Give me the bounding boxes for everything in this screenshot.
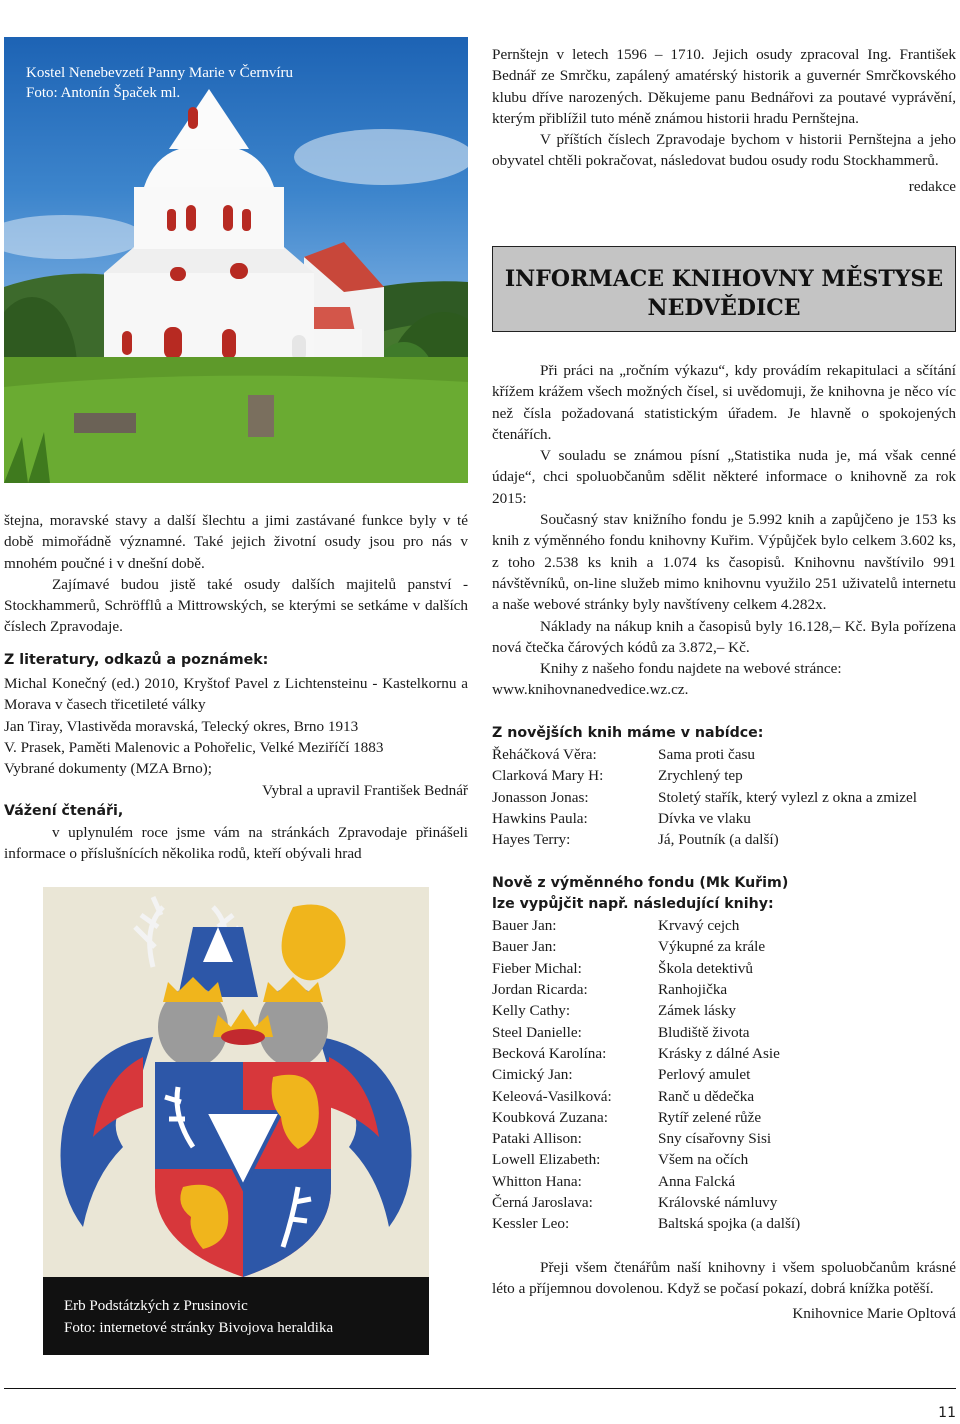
library-heading-line1: INFORMACE KNIHOVNY MĚSTYSE (504, 266, 944, 292)
book-title: Ranhojička (658, 981, 728, 999)
book-title: Krvavý cejch (658, 917, 740, 935)
library-signature: Knihovnice Marie Opltová (792, 1305, 956, 1323)
list-item (492, 1086, 956, 1107)
book-author: Lowell Elizabeth: (492, 1151, 601, 1169)
book-title: Škola detektivů (658, 959, 753, 977)
book-title: Královské námluvy (658, 1193, 778, 1211)
library-closing: Přeji všem čtenářům naší knihovny i všem spoluobčanům krásné léto a příjemnou dovolenou. Když se počasí pokazí, dobrá knížka potěší. (492, 1258, 956, 1297)
literature-item: V. Prasek, Paměti Malenovic a Pohořelic, Velké Meziříčí 1883 (4, 738, 384, 756)
right-para-2: V příštích číslech Zpravodaje bychom v historii Pernštejna a jeho obyvatel chtěli pokračovat, následovat budou osudy rodu Stockhammerů. (492, 131, 956, 170)
list-item (492, 787, 956, 808)
library-para: V souladu se známou písní „Statistika nuda je, má však cenné údaje“, chci spoluobčanům sdělit některé informace o knihovně za rok 2015: (492, 447, 956, 507)
church-illustration (4, 37, 468, 483)
book-title: Baltská spojka (a další) (658, 1215, 801, 1233)
book-author: Bauer Jan: (492, 938, 557, 956)
new-books-heading: Z novějších knih máme v nabídce: (492, 724, 764, 741)
left-para-1: štejna, moravské stavy a další šlechtu a jimi zastávané funkce byly v té době mimořádně významné. Také jejich životní osudy jsou pro nás v mnohém poučné i v dnešní době. (4, 512, 468, 572)
list-item (492, 1128, 956, 1149)
list-item (492, 958, 956, 979)
church-caption-line2: Foto: Antonín Špaček ml. (26, 85, 181, 101)
list-item (492, 1149, 956, 1170)
book-title: Ranč u dědečka (658, 1087, 755, 1105)
list-item (492, 765, 956, 786)
church-photo (4, 37, 468, 483)
list-item (492, 1213, 956, 1234)
left-para-2: Zajímavé budou jistě také osudy dalších majitelů panství - Stockhammerů, Schröfflů a Mittrowských, se kterými se setkáme v dalších číslech Zpravodaje. (4, 575, 468, 636)
list-item (492, 1192, 956, 1213)
book-author: Jonasson Jonas: (492, 788, 589, 806)
book-author: Kelly Cathy: (492, 1002, 571, 1020)
book-title: Perlový amulet (658, 1066, 751, 1084)
book-title: Rytíř zelené růže (658, 1108, 762, 1126)
book-author: Whitton Hana: (492, 1172, 582, 1190)
list-item (492, 1107, 956, 1128)
book-author: Koubková Zuzana: (492, 1108, 608, 1126)
book-author: Hayes Terry: (492, 831, 571, 849)
book-author: Clarková Mary H: (492, 767, 604, 785)
right-para-1: Pernštejn v letech 1596 – 1710. Jejich osudy zpracoval Ing. František Bednář ze Smrčku, zapálený amatérský historik a guvernér Smrčkovského klubu dříve narozených. Děkujeme panu Bednářovi za poutavé vyprávění, kterým přiblížil tuto méně známou historii hradu Pernštejna. (492, 46, 956, 127)
readers-heading: Vážení čtenáři, (4, 802, 124, 819)
book-title: Sama proti času (658, 746, 756, 764)
book-title: Já, Poutník (a další) (658, 831, 779, 849)
list-item (492, 808, 956, 829)
library-heading-line2: NEDVĚDICE (647, 295, 801, 321)
book-title: Krásky z dálné Asie (658, 1044, 780, 1062)
book-title: Všem na očích (658, 1151, 749, 1169)
right-column-top (492, 44, 956, 197)
list-item (492, 1000, 956, 1021)
book-title: Anna Falcká (658, 1172, 736, 1190)
literature-item: Jan Tiray, Vlastivěda moravská, Telecký okres, Brno 1913 (4, 717, 359, 735)
literature-heading: Z literatury, odkazů a poznámek: (4, 651, 269, 668)
coat-of-arms-caption (43, 1277, 429, 1355)
list-item (492, 1171, 956, 1192)
book-author: Černá Jaroslava: (492, 1193, 593, 1211)
book-author: Steel Danielle: (492, 1023, 582, 1041)
book-author: Cimický Jan: (492, 1066, 573, 1084)
book-title: Sny císařovny Sisi (658, 1130, 772, 1148)
book-author: Pataki Allison: (492, 1130, 582, 1148)
list-item (492, 936, 956, 957)
library-para: Náklady na nákup knih a časopisů byly 16.128,– Kč. Byla pořízena nová čtečka čárových kódů za 3.872,– Kč. (492, 617, 956, 656)
book-title: Výkupné za krále (658, 938, 766, 956)
library-heading-box (492, 246, 956, 332)
editor-sign: redakce (908, 177, 956, 195)
literature-item: Vybrané dokumenty (MZA Brno); (4, 760, 212, 778)
left-column (4, 510, 468, 865)
church-caption-line1: Kostel Nenebevzetí Panny Marie v Černvíru (26, 65, 294, 81)
library-article (492, 360, 956, 1324)
coat-of-arms-illustration (43, 887, 429, 1287)
book-author: Řeháčková Věra: (492, 746, 597, 764)
library-para: Současný stav knižního fondu je 5.992 knih a zapůjčeno je 153 ks knih z výměnného fondu knihovny Kuřim. Výpůjček bylo celkem 3.602 ks, z toho 2.538 ks knih a 1.074 ks časopisů. Knihovnu navštívilo 991 návštěvníků, on-line služeb mimo knihovnu využilo 251 uživatelů internetu a naše webové stránky byly navštíveny celkem 4.282x. (492, 511, 956, 614)
list-item (492, 1022, 956, 1043)
book-author: Becková Karolína: (492, 1044, 607, 1062)
library-para: Knihy z našeho fondu najdete na webové stránce: www.knihovnanedvedice.wz.cz. (492, 660, 842, 699)
list-item (492, 1064, 956, 1085)
book-title: Dívka ve vlaku (658, 809, 751, 827)
exchange-heading-line2: lze vypůjčit např. následující knihy: (492, 895, 774, 912)
literature-item: Michal Konečný (ed.) 2010, Kryštof Pavel z Lichtensteinu - Kastelkornu a Morava v časech třicetileté války (4, 675, 468, 714)
list-item (492, 979, 956, 1000)
book-title: Zámek lásky (658, 1002, 737, 1020)
exchange-heading-line1: Nově z výměnného fondu (Mk Kuřim) (492, 874, 789, 891)
page-number: 11 (938, 1405, 956, 1421)
footer-rule (4, 1388, 956, 1389)
book-title: Stoletý stařík, který vylezl z okna a zmizel (658, 788, 917, 806)
book-author: Bauer Jan: (492, 917, 557, 935)
list-item (492, 829, 956, 850)
book-title: Zrychlený tep (658, 767, 743, 785)
article-signature: Vybral a upravil František Bednář (262, 781, 468, 799)
list-item (492, 744, 956, 765)
book-author: Keleová-Vasilková: (492, 1087, 612, 1105)
book-title: Bludiště života (658, 1023, 750, 1041)
coat-caption-line2: Foto: internetové stránky Bivojova heraldika (64, 1320, 334, 1336)
library-para: Při práci na „ročním výkazu“, kdy provádím rekapitulaci a sčítání křížem krážem všech možných čísel, si uvědomuji, že knihovna je něco víc než čísla požadovaná statistickým úřadem. Je hlavně o spokojených čtenářích. (492, 362, 956, 443)
list-item (492, 915, 956, 936)
coat-caption-line1: Erb Podstátzkých z Prusinovic (64, 1298, 248, 1314)
book-author: Kessler Leo: (492, 1215, 570, 1233)
book-author: Hawkins Paula: (492, 809, 588, 827)
new-books-list (492, 744, 956, 850)
list-item (492, 1043, 956, 1064)
book-author: Fieber Michal: (492, 959, 582, 977)
exchange-books-list (492, 915, 956, 1234)
readers-text: v uplynulém roce jsme vám na stránkách Zpravodaje přinášeli informace o příslušnících několika rodů, kteří obývali hrad (4, 824, 468, 863)
book-author: Jordan Ricarda: (492, 981, 588, 999)
